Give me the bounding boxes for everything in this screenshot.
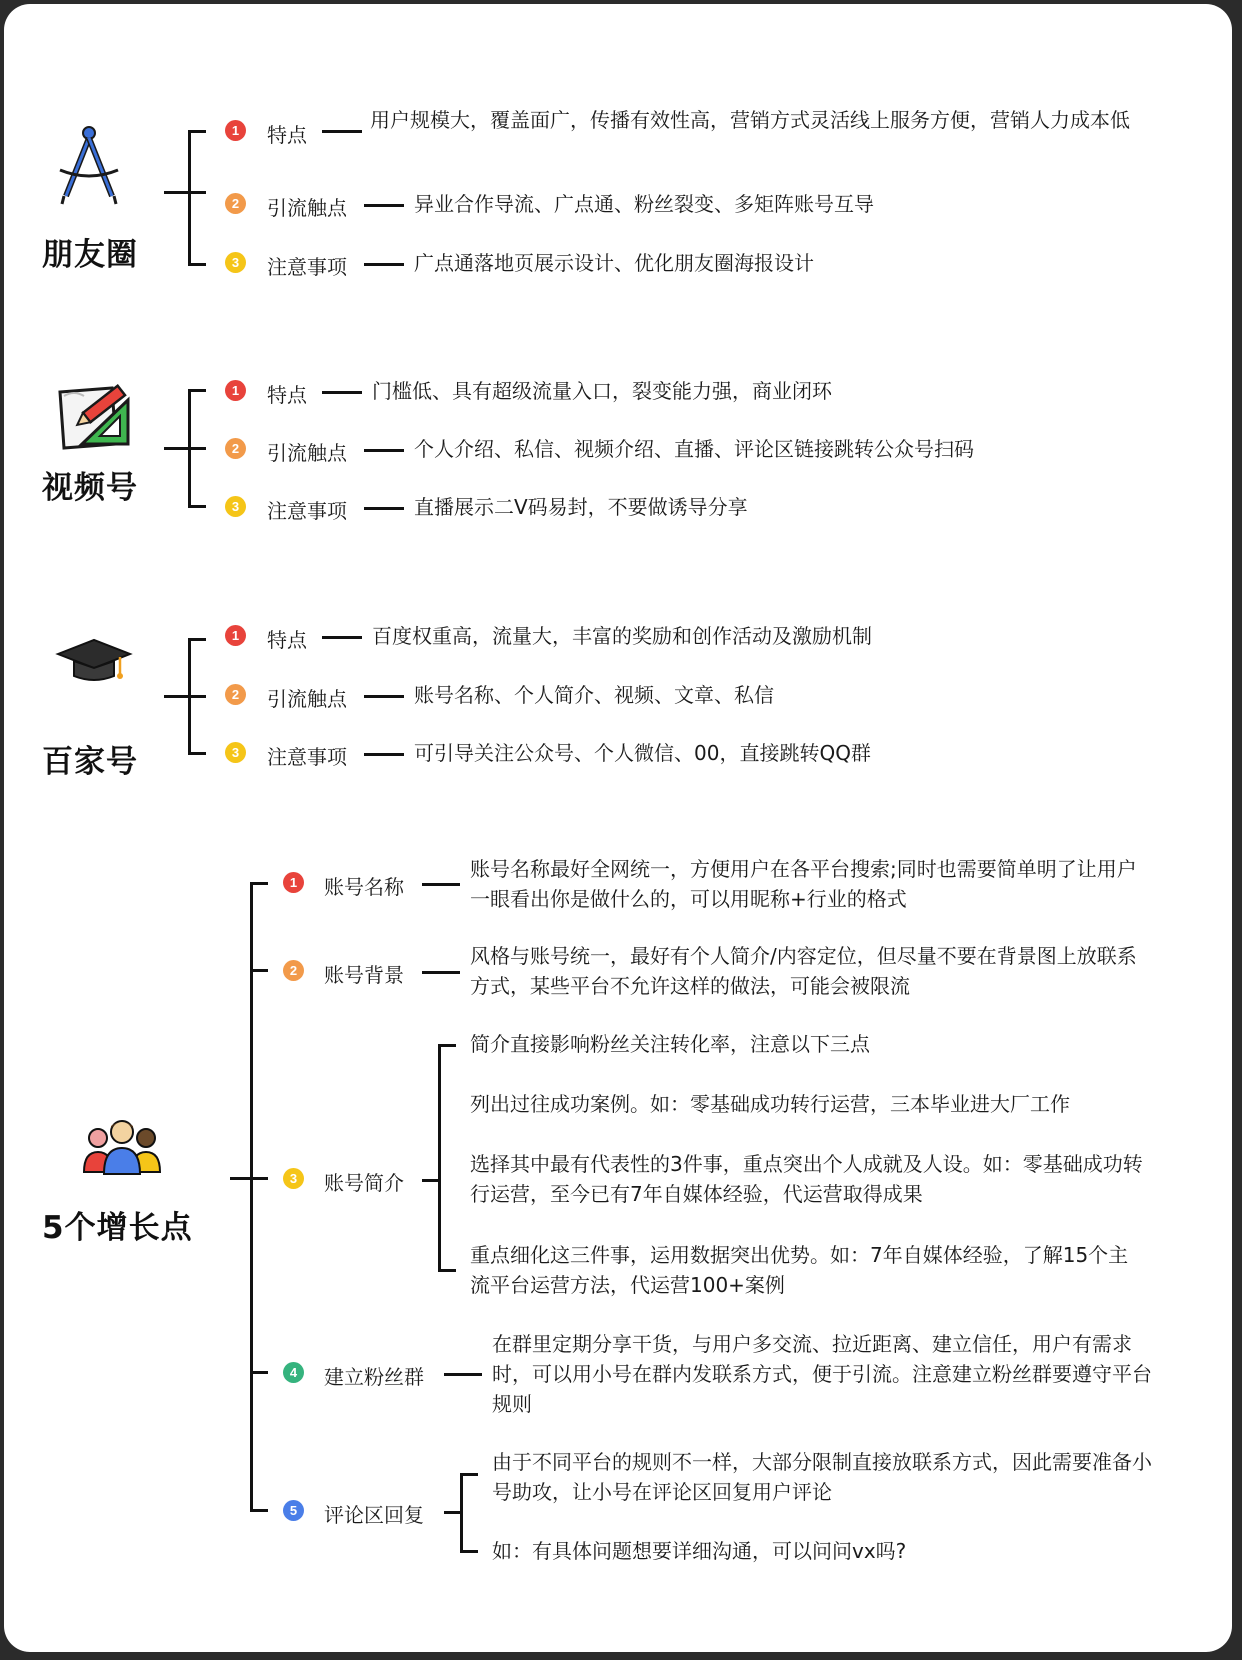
item-text: 在群里定期分享干货，与用户多交流、拉近距离、建立信任，用户有需求时，可以用小号在群内发联系方式，便于引流。注意建立粉丝群要遵守平台规则: [492, 1332, 1152, 1416]
number-badge: 1: [283, 872, 304, 893]
connector: [230, 1177, 252, 1180]
number-badge: 2: [225, 438, 246, 459]
number-badge: 2: [225, 684, 246, 705]
item-label: 引流触点: [267, 196, 347, 220]
item-label: 引流触点: [267, 687, 347, 711]
item-label: 引流触点: [267, 441, 347, 465]
number-badge: 1: [225, 625, 246, 646]
bracket: [438, 1044, 441, 1272]
connector: [444, 1373, 482, 1376]
item-text: 可引导关注公众号、个人微信、00，直接跳转QQ群: [414, 741, 871, 765]
number-badge: 3: [225, 496, 246, 517]
number-badge: 4: [283, 1362, 304, 1383]
item-text: 账号名称、个人简介、视频、文章、私信: [414, 683, 774, 707]
connector: [250, 1177, 268, 1180]
item-label: 特点: [267, 123, 307, 147]
item-text: 直播展示二V码易封，不要做诱导分享: [414, 495, 748, 519]
item-text: 由于不同平台的规则不一样，大部分限制直接放联系方式，因此需要准备小号助攻，让小号在评论区回复用户评论: [492, 1450, 1152, 1504]
item-text: 选择其中最有代表性的3件事，重点突出个人成就及人设。如：零基础成功转行运营，至今已有7年自媒体经验，代运营取得成果: [470, 1152, 1143, 1206]
item-label: 账号简介: [324, 1171, 404, 1195]
item-text: 广点通落地页展示设计、优化朋友圈海报设计: [414, 251, 814, 275]
connector: [438, 1044, 456, 1047]
item-text: 个人介绍、私信、视频介绍、直播、评论区链接跳转公众号扫码: [414, 437, 974, 461]
item-text: 如：有具体问题想要详细沟通，可以问问vx吗?: [492, 1539, 907, 1563]
item-label: 特点: [267, 628, 307, 652]
item-text: 门槛低、具有超级流量入口，裂变能力强，商业闭环: [372, 379, 832, 403]
connector: [438, 1269, 456, 1272]
item-text: 百度权重高，流量大，丰富的奖励和创作活动及激励机制: [372, 624, 872, 648]
item-text: 列出过往成功案例。如：零基础成功转行运营，三本毕业进大厂工作: [470, 1092, 1070, 1116]
bracket: [250, 882, 253, 1512]
people-group-icon: [76, 1116, 168, 1178]
section-title: 5个增长点: [42, 1210, 193, 1246]
number-badge: 2: [225, 193, 246, 214]
number-badge: 2: [283, 960, 304, 981]
item-label: 账号名称: [324, 875, 404, 899]
connector: [422, 883, 460, 886]
item-text: 异业合作导流、广点通、粉丝裂变、多矩阵账号互导: [414, 192, 874, 216]
connector: [250, 1371, 268, 1374]
connector: [250, 1509, 268, 1512]
item-label: 注意事项: [267, 255, 347, 279]
section-title: 视频号: [42, 470, 138, 506]
item-label: 注意事项: [267, 499, 347, 523]
item-label: 评论区回复: [324, 1503, 424, 1527]
item-label: 特点: [267, 383, 307, 407]
item-label: 建立粉丝群: [324, 1365, 424, 1389]
item-text: 重点细化这三件事，运用数据突出优势。如：7年自媒体经验，了解15个主流平台运营方法，代运营100+案例: [470, 1243, 1129, 1297]
item-text: 风格与账号统一，最好有个人简介/内容定位，但尽量不要在背景图上放联系方式，某些平台不允许这样的做法，可能会被限流: [470, 944, 1137, 998]
item-text: 用户规模大，覆盖面广，传播有效性高，营销方式灵活线上服务方便，营销人力成本低: [370, 108, 1130, 132]
number-badge: 3: [283, 1168, 304, 1189]
item-text: 简介直接影响粉丝关注转化率，注意以下三点: [470, 1032, 870, 1056]
mindmap-canvas: [4, 4, 1232, 1652]
number-badge: 5: [283, 1500, 304, 1521]
section-title: 朋友圈: [42, 237, 138, 273]
number-badge: 1: [225, 380, 246, 401]
connector: [250, 882, 268, 885]
number-badge: 3: [225, 252, 246, 273]
connector: [422, 971, 460, 974]
number-badge: 1: [225, 120, 246, 141]
item-text: 账号名称最好全网统一，方便用户在各平台搜索;同时也需要简单明了让用户一眼看出你是做什么的，可以用昵称+行业的格式: [470, 857, 1137, 911]
bracket: [460, 1473, 463, 1553]
item-label: 账号背景: [324, 963, 404, 987]
number-badge: 3: [225, 742, 246, 763]
connector: [460, 1550, 478, 1553]
section-growth-points: [4, 4, 1232, 1652]
item-label: 注意事项: [267, 745, 347, 769]
connector: [460, 1473, 478, 1476]
connector: [250, 969, 268, 972]
section-title: 百家号: [42, 744, 138, 780]
